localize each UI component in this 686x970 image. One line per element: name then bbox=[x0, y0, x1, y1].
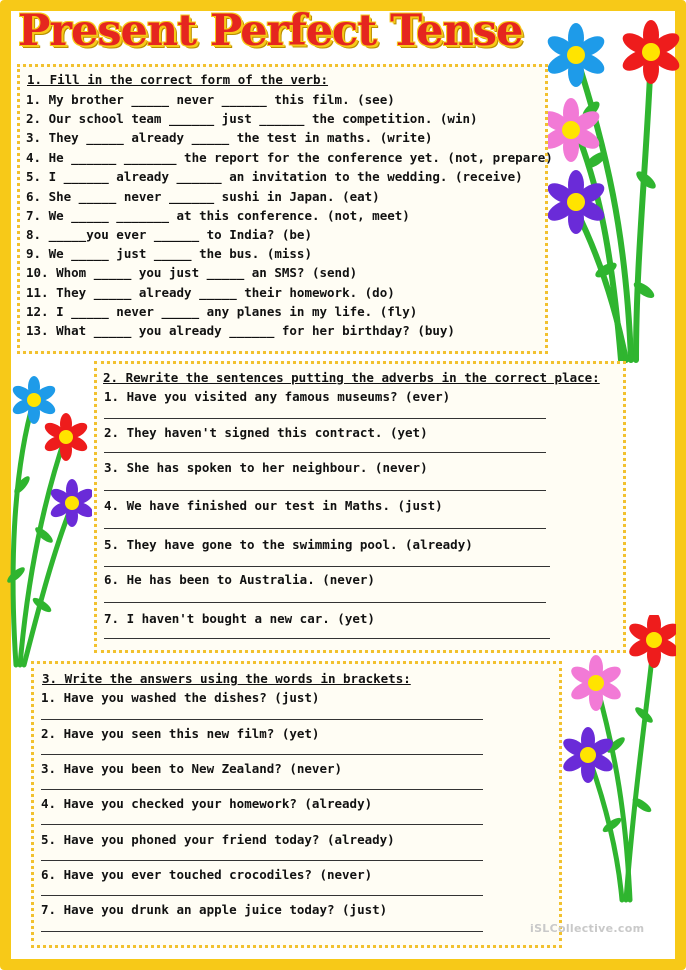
exercise-3-item: 2. Have you seen this new film? (yet) bbox=[41, 726, 320, 741]
exercise-1-item: 8. _____you ever ______ to India? (be) bbox=[26, 227, 312, 242]
flower-icon bbox=[619, 20, 682, 84]
exercise-2-item: 6. He has been to Australia. (never) bbox=[104, 572, 375, 587]
answer-line bbox=[104, 490, 546, 491]
answer-line bbox=[41, 824, 483, 825]
watermark: iSLCollective.com bbox=[530, 922, 645, 935]
flower-icon bbox=[626, 615, 676, 668]
answer-line bbox=[104, 528, 546, 529]
exercise-2-heading: 2. Rewrite the sentences putting the adverbs in the correct place: bbox=[103, 370, 600, 385]
flower-decoration-bottom-right bbox=[556, 615, 676, 905]
answer-line bbox=[41, 895, 483, 896]
exercise-1-item: 11. They _____ already _____ their homework. (do) bbox=[26, 285, 395, 300]
exercise-3-item: 4. Have you checked your homework? (already) bbox=[41, 796, 373, 811]
exercise-3-item: 6. Have you ever touched crocodiles? (never) bbox=[41, 867, 373, 882]
answer-line bbox=[104, 418, 546, 419]
exercise-2-item: 3. She has spoken to her neighbour. (never) bbox=[104, 460, 428, 475]
exercise-2-item: 4. We have finished our test in Maths. (just) bbox=[104, 498, 443, 513]
answer-line bbox=[104, 452, 546, 453]
exercise-1-item: 6. She _____ never ______ sushi in Japan. (eat) bbox=[26, 189, 380, 204]
answer-line bbox=[41, 931, 483, 932]
exercise-3-heading: 3. Write the answers using the words in brackets: bbox=[42, 671, 411, 686]
exercise-1-item: 13. What _____ you already ______ for her birthday? (buy) bbox=[26, 323, 455, 338]
answer-line bbox=[104, 566, 550, 567]
exercise-3-item: 7. Have you drunk an apple juice today? (just) bbox=[41, 902, 388, 917]
flower-decoration-left bbox=[2, 375, 92, 675]
answer-line bbox=[41, 860, 483, 861]
flower-icon bbox=[568, 655, 623, 711]
exercise-2-item: 1. Have you visited any famous museums? (ever) bbox=[104, 389, 451, 404]
answer-line bbox=[104, 602, 546, 603]
answer-line bbox=[41, 754, 483, 755]
exercise-3-item: 3. Have you been to New Zealand? (never) bbox=[41, 761, 343, 776]
exercise-1-item: 2. Our school team ______ just ______ the competition. (win) bbox=[26, 111, 478, 126]
exercise-3-item: 1. Have you washed the dishes? (just) bbox=[41, 690, 320, 705]
exercise-1-item: 10. Whom _____ you just _____ an SMS? (send) bbox=[26, 265, 358, 280]
answer-line bbox=[104, 638, 550, 639]
flower-decoration-top-right bbox=[536, 10, 686, 370]
flower-icon bbox=[10, 376, 58, 424]
flower-icon bbox=[48, 479, 92, 527]
exercise-1-item: 12. I _____ never _____ any planes in my life. (fly) bbox=[26, 304, 418, 319]
exercise-3-item: 5. Have you phoned your friend today? (already) bbox=[41, 832, 395, 847]
exercise-1-item: 4. He ______ _______ the report for the conference yet. (not, prepare) bbox=[26, 150, 553, 165]
exercise-1-item: 3. They _____ already _____ the test in maths. (write) bbox=[26, 130, 433, 145]
exercise-2-item: 5. They have gone to the swimming pool. (already) bbox=[104, 537, 473, 552]
exercise-1-heading: 1. Fill in the correct form of the verb: bbox=[27, 72, 329, 87]
exercise-2-item: 2. They haven't signed this contract. (yet) bbox=[104, 425, 428, 440]
exercise-2-item: 7. I haven't bought a new car. (yet) bbox=[104, 611, 375, 626]
exercise-1-item: 1. My brother _____ never ______ this film. (see) bbox=[26, 92, 395, 107]
answer-line bbox=[41, 789, 483, 790]
page-title: Present Perfect Tense bbox=[18, 6, 523, 56]
exercise-1-item: 5. I ______ already ______ an invitation to the wedding. (receive) bbox=[26, 169, 523, 184]
answer-line bbox=[41, 719, 483, 720]
exercise-1-item: 7. We _____ _______ at this conference. (not, meet) bbox=[26, 208, 410, 223]
flower-icon bbox=[544, 23, 607, 87]
exercise-1-item: 9. We _____ just _____ the bus. (miss) bbox=[26, 246, 312, 261]
flower-icon bbox=[42, 413, 90, 461]
